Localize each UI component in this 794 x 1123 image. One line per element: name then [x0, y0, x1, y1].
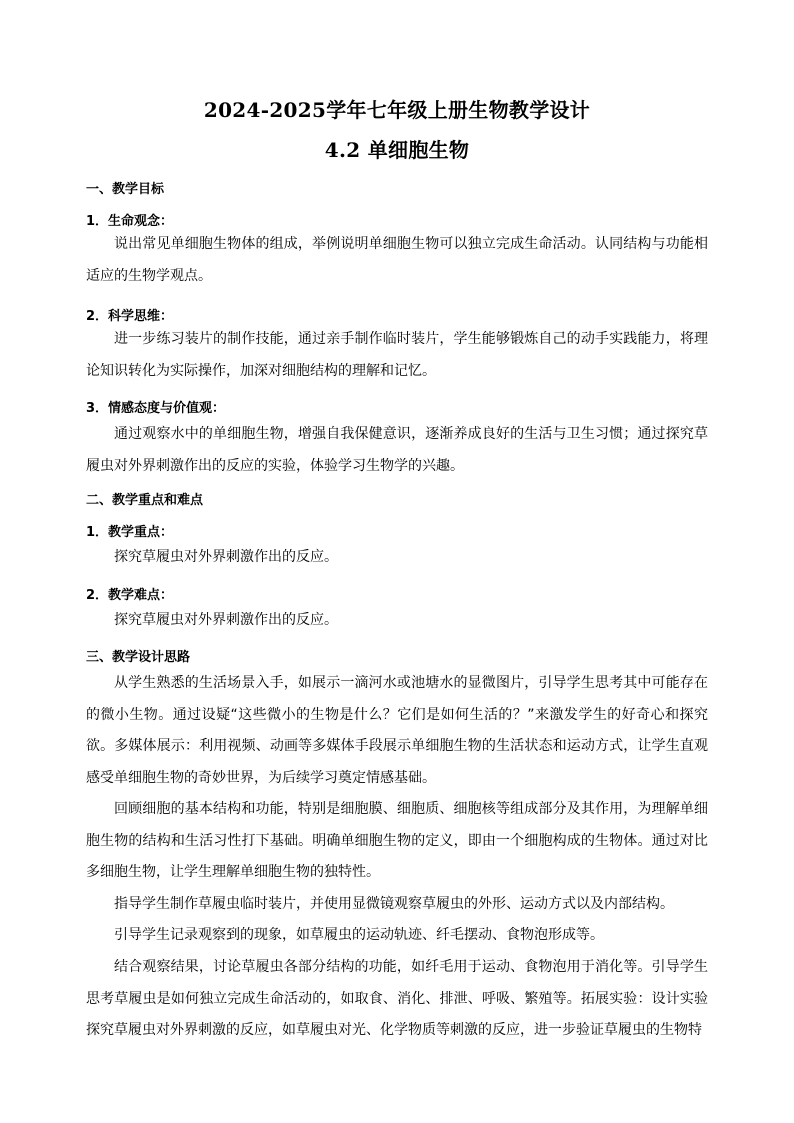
paragraph-teaching-difficulty: 探究草履虫对外界刺激作出的反应。 [114, 612, 338, 628]
paragraph-attitude-values: 通过观察水中的单细胞生物，增强自我保健意识，逐渐养成良好的生活与卫生习惯；通过探究草履虫对外界刺激作出的反应的实验，体验学习生物学的兴趣。 [86, 426, 708, 474]
document-title: 2024-2025学年七年级上册生物教学设计 [203, 98, 591, 122]
section-heading-design-approach: 三、教学设计思路 [86, 650, 191, 665]
section-heading-key-points: 二、教学重点和难点 [86, 493, 204, 508]
document-subtitle: 4.2 单细胞生物 [324, 138, 470, 162]
paragraph-scientific-thinking: 进一步练习装片的制作技能，通过亲手制作临时装片，学生能够锻炼自己的动手实践能力，将理论知识转化为实际操作，加深对细胞结构的理解和记忆。 [86, 331, 708, 379]
subheading-attitude-values: 3．情感态度与价值观： [86, 401, 226, 416]
paragraph-life-concept: 说出常见单细胞生物体的组成，举例说明单细胞生物可以独立完成生命活动。认同结构与功能相适应的生物学观点。 [86, 236, 708, 284]
paragraph-teaching-focus: 探究草履虫对外界刺激作出的反应。 [114, 549, 338, 565]
subheading-scientific-thinking: 2．科学思维： [86, 309, 174, 324]
subheading-life-concept: 1．生命观念： [86, 214, 174, 229]
paragraph-design-1: 从学生熟悉的生活场景入手，如展示一滴河水或池塘水的显微图片，引导学生思考其中可能存在的微小生物。通过设疑“这些微小的生物是什么？它们是如何生活的？”来激发学生的好奇心和探究欲。多媒体展示：利用视频、动画等多媒体手段展示单细胞生物的生活状态和运动方式，让学生直观感受单细胞生物的奇妙世界，为后续学习奠定情感基础。 [86, 675, 708, 786]
paragraph-design-2: 回顾细胞的基本结构和功能，特别是细胞膜、细胞质、细胞核等组成部分及其作用，为理解单细胞生物的结构和生活习性打下基础。明确单细胞生物的定义，即由一个细胞构成的生物体。通过对比多细胞生物，让学生理解单细胞生物的独特性。 [86, 801, 708, 880]
subheading-teaching-focus: 1．教学重点： [86, 525, 174, 540]
paragraph-design-4: 引导学生记录观察到的现象，如草履虫的运动轨迹、纤毛摆动、食物泡形成等。 [114, 927, 604, 943]
paragraph-design-5: 结合观察结果，讨论草履虫各部分结构的功能，如纤毛用于运动、食物泡用于消化等。引导学生思考草履虫是如何独立完成生命活动的，如取食、消化、排泄、呼吸、繁殖等。拓展实验：设计实验探究草履虫对外界刺激的反应，如草履虫对光、化学物质等刺激的反应，进一步验证草履虫的生物特 [86, 959, 708, 1038]
subheading-teaching-difficulty: 2．教学难点： [86, 588, 174, 603]
paragraph-design-3: 指导学生制作草履虫临时装片，并使用显微镜观察草履虫的外形、运动方式以及内部结构。 [114, 896, 674, 912]
section-heading-objectives: 一、教学目标 [86, 182, 165, 197]
